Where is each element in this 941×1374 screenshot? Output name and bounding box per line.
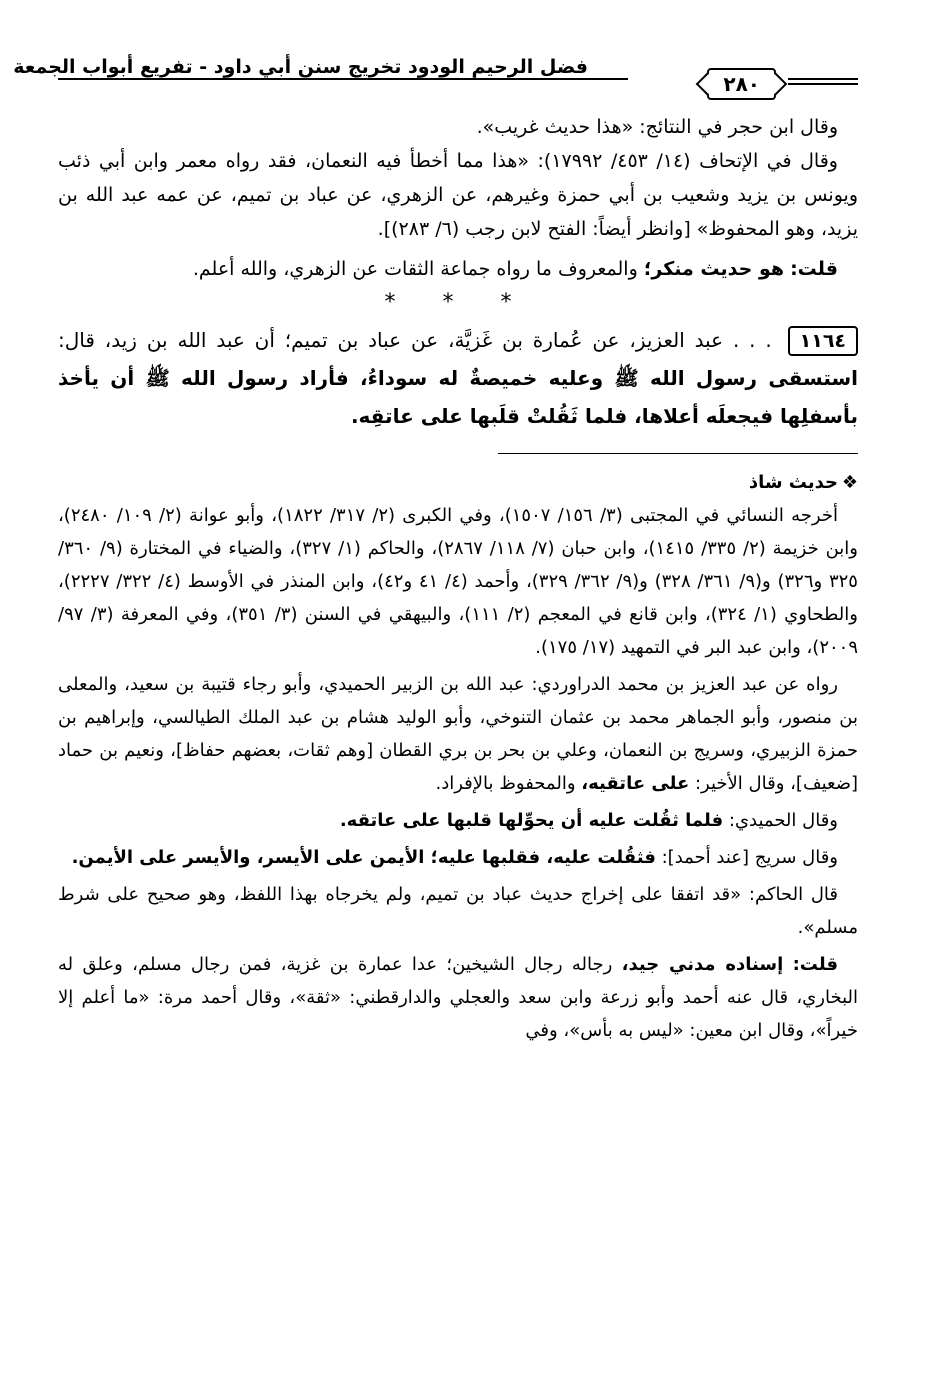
narrators-text: رواه عن عبد العزيز بن محمد الدراوردي: عبد الله بن الزبير الحميدي، وأبو رجاء قتيبة بن سعيد، والمعلى بن منصور، وأبو الجماهر محمد بن عثمان التنوخي، وأبو الوليد هشام بن عبد الملك الطيالسي، وإبراهيم بن حمزة الزبيري، وسريج بن النعمان، وعلي بن بحر بن بري القطان [وهم ثقات، بعضهم حفاظ]، ونعيم بن حماد [ضعيف]، وقال الأخير: xyxy=(58,674,858,794)
narrators-end: والمحفوظ بالإفراد. xyxy=(435,773,576,794)
hadith-grade xyxy=(58,472,858,493)
main-text xyxy=(58,110,858,315)
humaydi-lead: وقال الحميدي: xyxy=(728,810,838,831)
hadith-number: ١١٦٤ xyxy=(788,326,858,356)
book-page xyxy=(13,40,858,1047)
narrators-paragraph xyxy=(58,668,858,800)
header-rule xyxy=(788,78,858,85)
paragraph: وقال ابن حجر في النتائج: «هذا حديث غريب». xyxy=(476,116,838,138)
verdict-grade: إسناده مدني جيد، xyxy=(621,954,784,975)
hadith-matn: استسقى رسول الله ﷺ وعليه خميصةٌ له سوداءُ، فأراد رسول الله ﷺ أن يأخذ بأسفلِها فيجعلَه أعلاها، فلما ثَقُلتْ قلَبها على عاتقِه. xyxy=(58,366,858,428)
verdict-lead: قلت: xyxy=(792,954,838,975)
page-header xyxy=(13,40,858,110)
conclusion-verdict: هو حديث منكر؛ xyxy=(643,258,785,280)
surayj-lead: وقال سريج [عند أحمد]: xyxy=(661,847,838,868)
narrators-bold: على عاتقيه، xyxy=(581,773,690,794)
humaydi-text: فلما ثقُلت عليه أن يحوِّلها قلبها على عاتقه. xyxy=(339,810,724,831)
paragraph: وقال في الإتحاف (١٤/ ٤٥٣/ ١٧٩٩٢): «هذا مما أخطأ فيه النعمان، فقد رواه معمر وابن أبي ذئب ويونس بن يزيد وشعيب بن أبي حمزة وغيرهم، عن الزهري، عن عباد بن تميم، عن عمه عبد الله بن يزيد، وهو المحفوظ» [وانظر أيضاً: الفتح لابن رجب (٦/ ٢٨٣)]. xyxy=(58,150,858,240)
grade-label: حديث شاذ xyxy=(748,472,838,493)
hadith-block xyxy=(58,321,858,435)
verdict-text: رجاله رجال الشيخين؛ عدا عمارة بن غزية، فمن رجال مسلم، وعلق له البخاري، قال عنه أحمد وأبو زرعة وابن سعد والعجلي والدارقطني: «ثقة»، وقال أحمد مرة: «ما أعلم إلا خيراً»، وقال ابن معين: «ليس به بأس»، وفي xyxy=(58,954,858,1041)
hadith-paragraph xyxy=(58,321,858,435)
hadith-isnad: . . . عبد العزيز، عن عُمارة بن غَزيَّة، عن عباد بن تميم؛ أن عبد الله بن زيد، قال: xyxy=(58,328,772,352)
conclusion-paragraph xyxy=(58,252,858,286)
conclusion-lead: قلت: xyxy=(790,258,838,280)
surayj-paragraph xyxy=(58,841,858,874)
takhrij-paragraph: أخرجه النسائي في المجتبى (٣/ ١٥٦/ ١٥٠٧)، وفي الكبرى (٢/ ٣١٧/ ١٨٢٢)، وأبو عوانة (٢/ ١٠٩/ ٢٤٨٠)، وابن خزيمة (٢/ ٣٣٥/ ١٤١٥)، وابن حبان (٧/ ١١٨/ ٢٨٦٧)، والحاكم (١/ ٣٢٧)، والضياء في المختارة (٩/ ٣٦٠/ ٣٢٥ و٣٢٦) و(٩/ ٣٦١/ ٣٢٨) و(٩/ ٣٦٢/ ٣٢٩)، وأحمد (٤/ ٤١ و٤٢)، وابن المنذر في الأوسط (٤/ ٣٢٢/ ٢٢٢٧)، والطحاوي (١/ ٣٢٤)، وابن قانع في المعجم (٢/ ١١١)، والبيهقي في السنن (٣/ ٣٥١)، وفي المعرفة (٣/ ٩٧/ ٢٠٠٩)، وابن عبد البر في التمهيد (١٧/ ١٧٥). xyxy=(58,505,858,658)
conclusion-text: والمعروف ما رواه جماعة الثقات عن الزهري، والله أعلم. xyxy=(192,258,638,280)
hakim-paragraph: قال الحاكم: «قد اتفقا على إخراج حديث عباد بن تميم، ولم يخرجاه بهذا اللفظ، وهو صحيح على شرط مسلم». xyxy=(58,884,858,938)
bullet-icon: ❖ xyxy=(841,472,858,493)
notes-section xyxy=(58,472,858,1047)
running-title: فضل الرحيم الودود تخريج سنن أبي داود - تفريع أبواب الجمعة xyxy=(13,56,588,78)
title-underline xyxy=(58,78,628,80)
section-divider-stars: * * * xyxy=(384,290,532,315)
page-number: ٢٨٠ xyxy=(707,68,776,100)
verdict-paragraph xyxy=(58,948,858,1047)
surayj-text: فثقُلت عليه، فقلبها عليه؛ الأيمن على الأيسر، والأيسر على الأيمن. xyxy=(71,847,656,868)
humaydi-paragraph xyxy=(58,804,858,837)
footnote-separator xyxy=(498,453,858,454)
